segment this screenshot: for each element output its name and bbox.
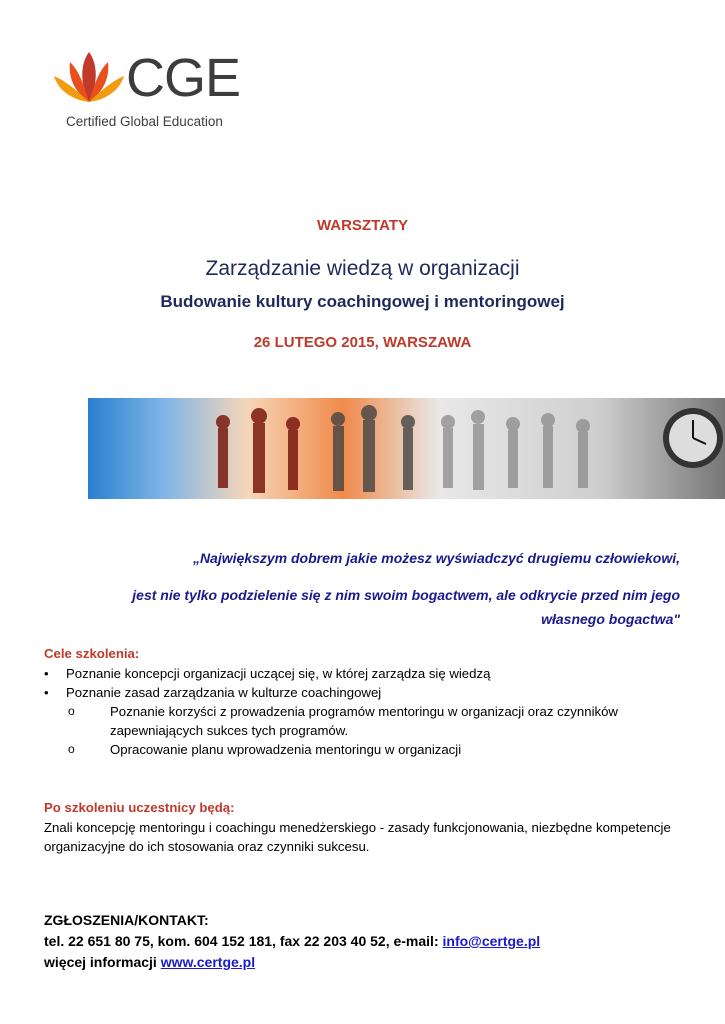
contact-section [44,910,704,973]
more-info-label: więcej informacji [44,954,161,970]
logo-tagline: Certified Global Education [66,114,223,129]
lotus-logo-icon [52,50,126,110]
list-item [44,683,684,702]
sub-list-item [66,702,684,740]
list-item-text: Poznanie zasad zarządzania w kulturze coachingowej [66,685,382,700]
website-link[interactable]: www.certge.pl [160,954,256,970]
sub-bullet: o [68,704,75,718]
bullet: • [44,666,49,681]
sub-list-item-text: Poznanie korzyści z prowadzenia programów mentoringu w organizacji oraz czynników zapewniających sukces tych programów. [110,704,618,738]
bullet: • [44,685,49,700]
contact-heading: ZGŁOSZENIA/KONTAKT: [44,912,209,928]
contact-details: tel. 22 651 80 75, kom. 604 152 181, fax 22 203 40 52, e-mail: [44,933,443,949]
email-link[interactable]: info@certge.pl [442,933,541,949]
sub-list-item-text: Opracowanie planu wprowadzenia mentoringu w organizacji [110,742,462,757]
outcomes-text: Znali koncepcję mentoringu i coachingu menedżerskiego - zasady funkcjonowania, niezbędne kompetencje organizacyjne do ich stosowania oraz czynniki sukcesu. [44,820,671,854]
goals-list [44,664,684,759]
quote-line: „Największym dobrem jakie możesz wyświadczyć drugiemu człowiekowi, [192,550,680,566]
goals-heading: Cele szkolenia: [44,646,140,661]
more-info-line [44,952,704,973]
quote-line: jest nie tylko podzielenie się z nim swoim bogactwem, ale odkrycie przed nim jego [132,587,680,603]
logo-name: CGE [126,48,241,108]
logo [52,50,252,132]
list-item [44,664,684,683]
sub-bullet: o [68,742,75,756]
page-subtitle: Budowanie kultury coachingowej i mentoringowej [160,292,565,311]
event-type: WARSZTATY [316,217,409,234]
outcomes-heading: Po szkoleniu uczestnicy będą: [44,800,235,815]
list-item-text: Poznanie koncepcji organizacji uczącej się, w której zarządza się wiedzą [66,666,491,681]
contact-line [44,931,704,952]
quote-line: własnego bogactwa" [541,611,680,627]
business-people-banner-image [88,398,725,499]
page-title: Zarządzanie wiedzą w organizacji [205,257,520,280]
event-date: 26 LUTEGO 2015, WARSZAWA [253,334,472,351]
sub-list-item [66,740,684,759]
